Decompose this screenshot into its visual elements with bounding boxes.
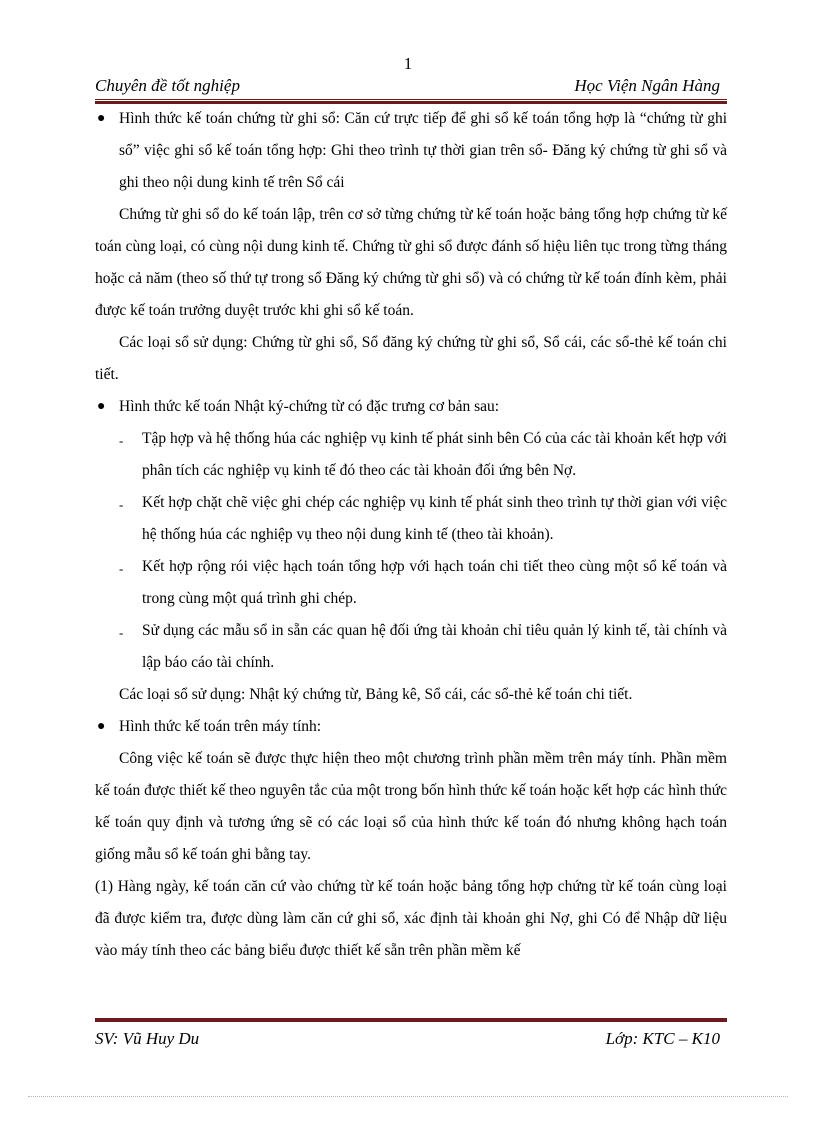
dash-icon: - bbox=[119, 625, 124, 640]
bullet-item bbox=[95, 103, 727, 199]
header-institution: Học Viện Ngân Hàng bbox=[574, 76, 720, 95]
dash-item bbox=[95, 615, 727, 679]
bullet-item bbox=[95, 391, 727, 423]
footer-class: Lớp: KTC – K10 bbox=[605, 1029, 720, 1048]
dash-text: Sử dụng các mẫu sổ in sẵn các quan hệ đối ứng tài khoản chỉ tiêu quản lý kinh tế, tài chính và lập báo cáo tài chính. bbox=[142, 622, 727, 671]
page-body bbox=[95, 103, 727, 967]
dash-item bbox=[95, 551, 727, 615]
paragraph: (1) Hàng ngày, kế toán căn cứ vào chứng từ kế toán hoặc bảng tổng hợp chứng từ kế toán cùng loại đã được kiểm tra, được dùng làm căn cứ ghi sổ, xác định tài khoản ghi Nợ, ghi Có để Nhập dữ liệu vào máy tính theo các bảng biểu được thiết kế sẵn trên phần mềm kế bbox=[95, 878, 727, 959]
paragraph: Công việc kế toán sẽ được thực hiện theo một chương trình phần mềm trên máy tính. Phần mềm kế toán được thiết kế theo nguyên tắc của một trong bốn hình thức kế toán hoặc kết hợp các hình thức kế toán quy định và tương ứng sẽ có các loại sổ của hình thức kế toán đó nhưng không hạch toán giống mẫu sổ kế toán ghi bằng tay. bbox=[95, 750, 727, 863]
page-header bbox=[95, 76, 725, 98]
header-thesis-title: Chuyên đề tốt nghiệp bbox=[95, 76, 240, 95]
footer-divider bbox=[95, 1017, 727, 1022]
dash-text: Kết hợp chặt chẽ việc ghi chép các nghiệp vụ kinh tế phát sinh theo trình tự thời gian với việc hệ thống húa các nghiệp vụ theo nội dung kinh tế (theo tài khoản). bbox=[142, 494, 727, 543]
bullet-icon: ● bbox=[97, 719, 106, 734]
dash-icon: - bbox=[119, 561, 124, 576]
dash-text: Tập hợp và hệ thống húa các nghiệp vụ kinh tế phát sinh bên Có của các tài khoản kết hợp với phân tích các nghiệp vụ kinh tế đó theo các tài khoản đối ứng bên Nợ. bbox=[142, 430, 727, 479]
page-footer bbox=[95, 1029, 725, 1051]
dash-item bbox=[95, 423, 727, 487]
dash-text: Kết hợp rộng rói việc hạch toán tổng hợp với hạch toán chi tiết theo cùng một sổ kế toán và trong cùng một quá trình ghi chép. bbox=[142, 558, 727, 607]
dash-item bbox=[95, 487, 727, 551]
bullet-text: Hình thức kế toán trên máy tính: bbox=[119, 718, 322, 735]
dash-icon: - bbox=[119, 433, 124, 448]
paragraph: Các loại sổ sử dụng: Chứng từ ghi sổ, Sổ đăng ký chứng từ ghi sổ, Sổ cái, các sổ-thẻ kế toán chi tiết. bbox=[95, 334, 727, 383]
paragraph: Các loại sổ sử dụng: Nhật ký chứng từ, Bảng kê, Sổ cái, các sổ-thẻ kế toán chi tiết. bbox=[119, 686, 633, 703]
page-number: 1 bbox=[403, 54, 413, 73]
bullet-icon: ● bbox=[97, 399, 106, 414]
bullet-item bbox=[95, 711, 727, 743]
bullet-text: Hình thức kế toán Nhật ký-chứng từ có đặc trưng cơ bản sau: bbox=[119, 398, 500, 415]
bullet-text: Hình thức kế toán chứng từ ghi sổ: Căn cứ trực tiếp để ghi sổ kế toán tổng hợp là “chứng từ ghi sổ” việc ghi sổ kế toán tổng hợp: Ghi theo trình tự thời gian trên sổ- Đăng ký chứng từ ghi sổ và ghi theo nội dung kinh tế trên Sổ cái bbox=[119, 110, 727, 191]
dash-icon: - bbox=[119, 497, 124, 512]
page-edge-divider bbox=[28, 1096, 788, 1097]
footer-student: SV: Vũ Huy Du bbox=[95, 1029, 200, 1048]
paragraph: Chứng từ ghi sổ do kế toán lập, trên cơ sở từng chứng từ kế toán hoặc bảng tổng hợp chứng từ kế toán cùng loại, có cùng nội dung kinh tế. Chứng từ ghi sổ được đánh số hiệu liên tục trong từng tháng hoặc cả năm (theo số thứ tự trong sổ Đăng ký chứng từ ghi sổ) và có chứng từ kế toán đính kèm, phải được kế toán trưởng duyệt trước khi ghi sổ kế toán. bbox=[95, 206, 727, 319]
bullet-icon: ● bbox=[97, 111, 106, 126]
